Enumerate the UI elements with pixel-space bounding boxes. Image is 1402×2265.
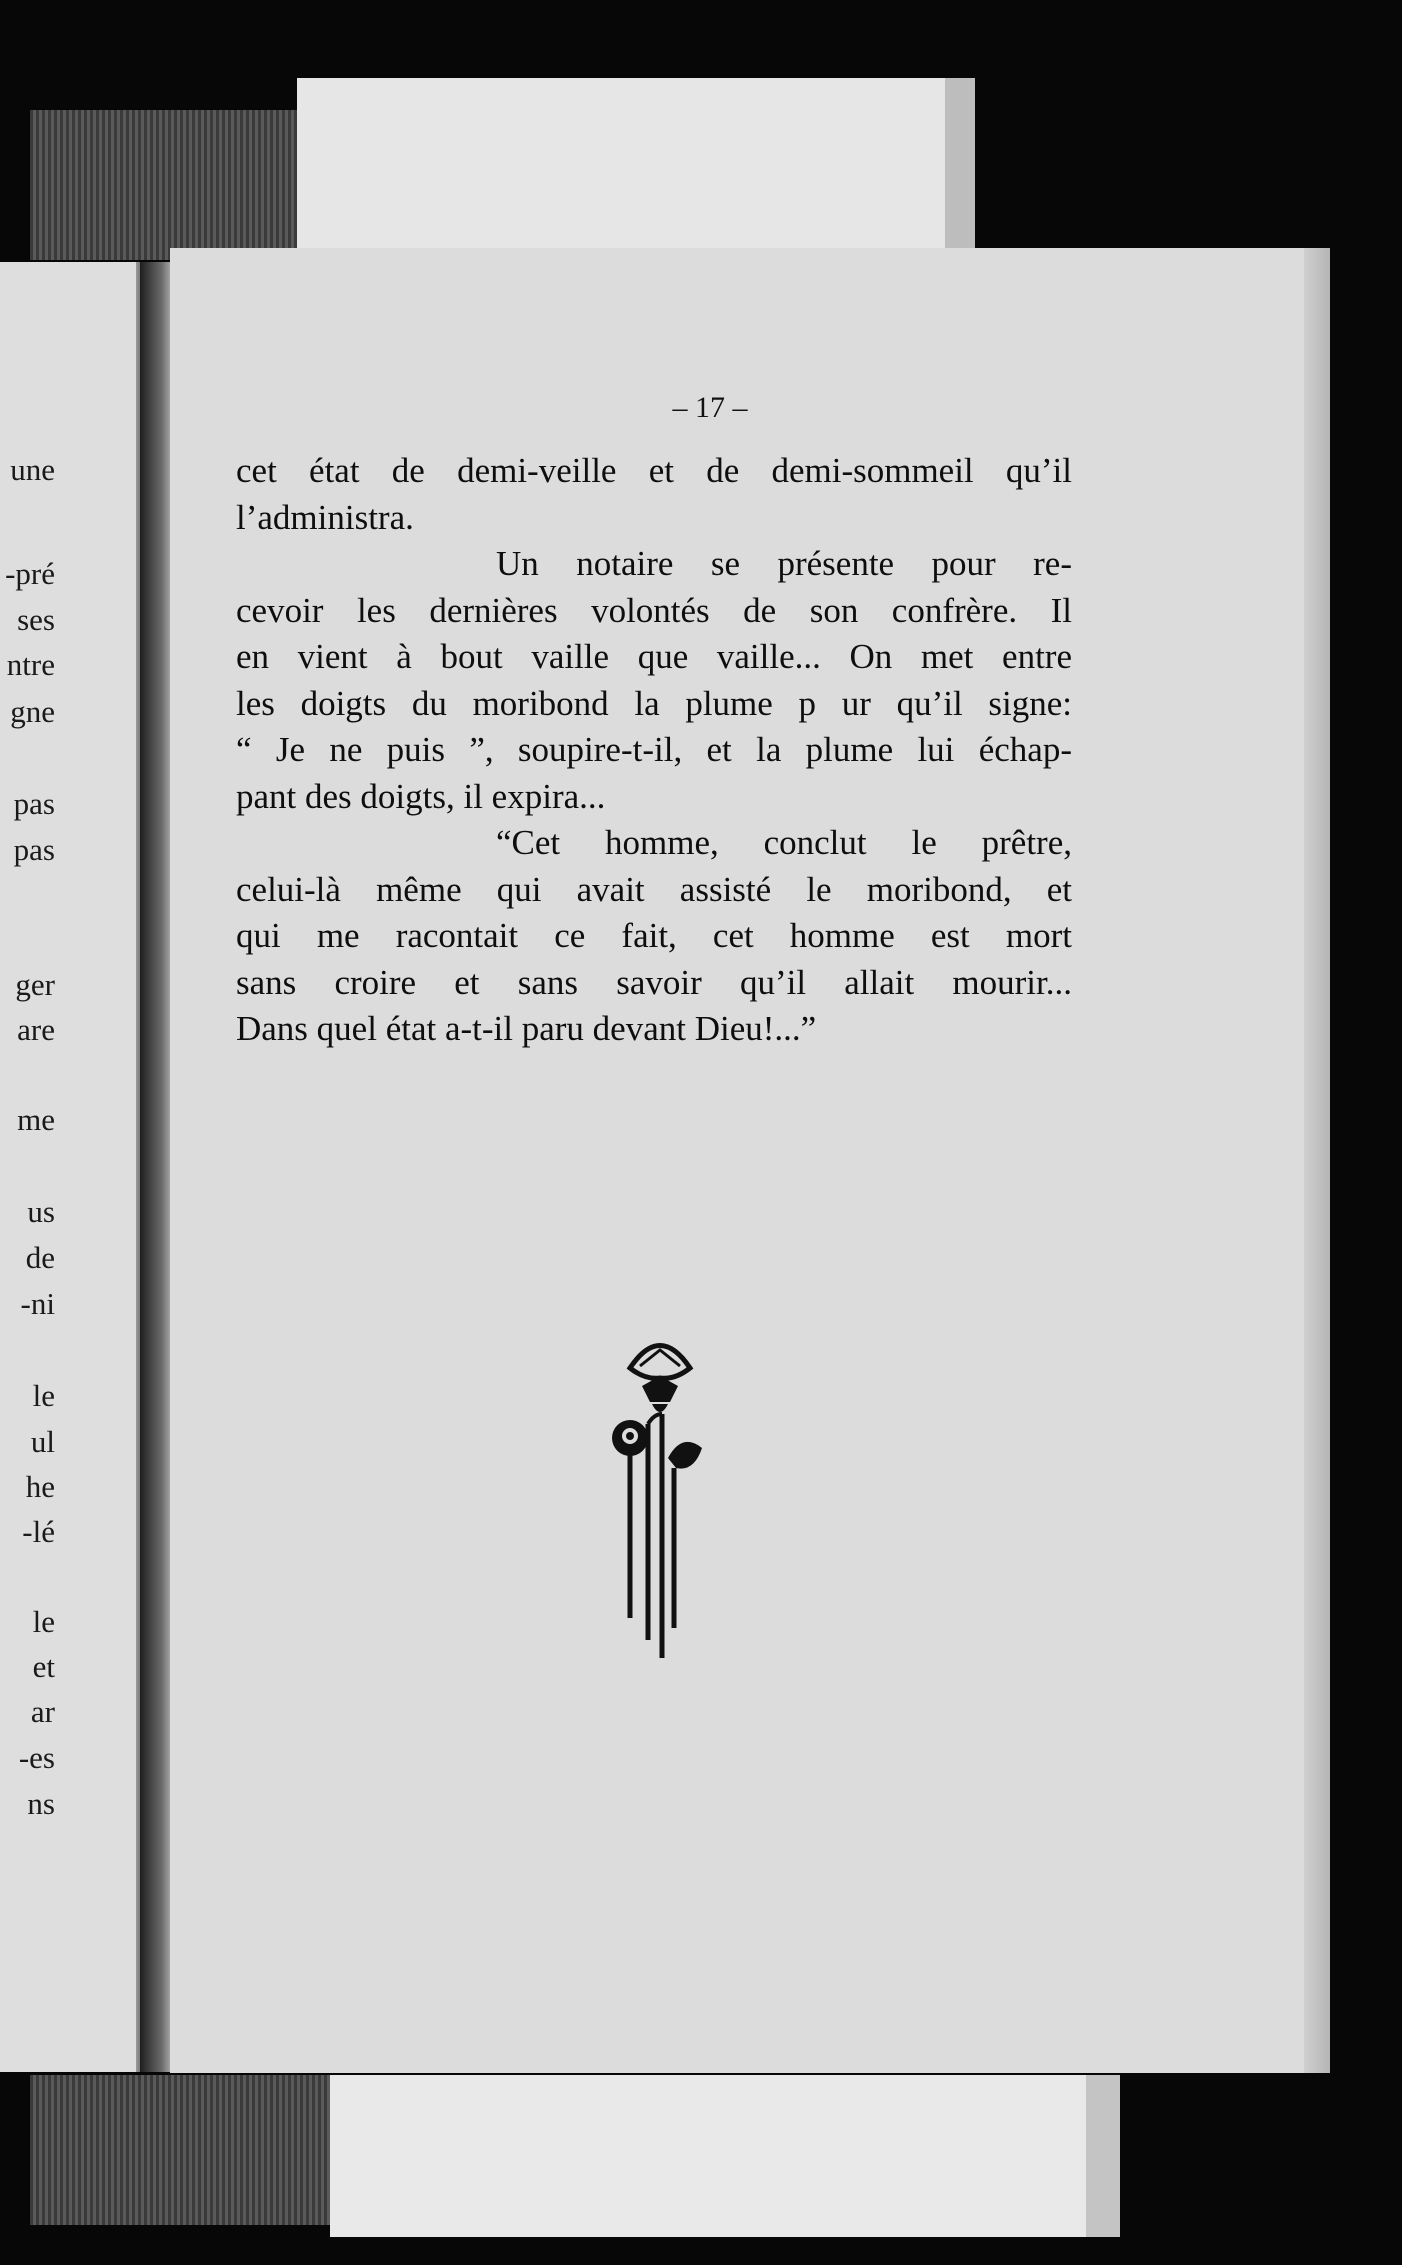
body-text xyxy=(236,448,1072,1053)
text-line: cevoir les dernières volontés de son confrère. Il xyxy=(236,590,1072,630)
facing-line: lé- xyxy=(22,1514,55,1549)
text-line: en vient à bout vaille que vaille... On met entre xyxy=(236,637,1072,676)
facing-line: us xyxy=(27,1194,55,1229)
facing-line: pré- xyxy=(5,556,55,591)
book-board-bottom xyxy=(30,2075,360,2225)
facing-line: pas xyxy=(13,832,55,867)
facing-line: pas xyxy=(13,786,55,821)
facing-line: ntre xyxy=(6,647,55,682)
text-line: pant des doigts, il expira... xyxy=(236,776,606,816)
facing-line: le xyxy=(32,1604,55,1639)
paper-strip-top xyxy=(297,78,975,258)
facing-line: une xyxy=(10,452,55,487)
text-line: Un notaire se présente pour re- xyxy=(496,544,1072,583)
facing-line: le xyxy=(32,1378,55,1413)
facing-line: ns xyxy=(27,1786,55,1821)
text-line: “ Je ne puis ”, soupire-t-il, et la plume lui échap- xyxy=(236,730,1072,769)
facing-line: et xyxy=(32,1649,55,1684)
facing-line: ul xyxy=(30,1424,55,1459)
facing-line: ar xyxy=(30,1694,55,1729)
facing-line: ses xyxy=(17,602,55,637)
facing-line: ger xyxy=(15,967,55,1002)
facing-line: me xyxy=(17,1102,55,1137)
text-line: qui me racontait ce fait, cet homme est mort xyxy=(236,916,1072,955)
facing-line: gne xyxy=(10,694,55,729)
facing-line: ni- xyxy=(20,1286,55,1321)
paper-strip-bottom xyxy=(330,2075,1120,2237)
facing-page xyxy=(0,262,150,2072)
text-line: cet état de demi-veille et de demi-sommeil qu’il xyxy=(236,451,1072,490)
text-line: Dans quel état a-t-il paru devant Dieu!...” xyxy=(236,1009,817,1048)
page-number: – 17 – xyxy=(672,391,748,424)
facing-line: es- xyxy=(18,1740,55,1775)
text-line: sans croire et sans savoir qu’il allait mourir... xyxy=(236,962,1072,1002)
facing-line: he xyxy=(25,1469,55,1504)
text-line: celui-là même qui avait assisté le moribond, et xyxy=(236,869,1072,909)
floral-vignette-icon xyxy=(610,1328,710,1658)
text-line: “Cet homme, conclut le prêtre, xyxy=(496,823,1072,862)
facing-line: are xyxy=(17,1012,55,1047)
book-page xyxy=(170,248,1330,2073)
page-edge-shade xyxy=(1304,248,1330,2073)
text-line: l’administra. xyxy=(236,497,414,537)
text-line: les doigts du moribond la plume p ur qu’il signe: xyxy=(236,683,1072,723)
facing-line: de xyxy=(25,1240,55,1275)
